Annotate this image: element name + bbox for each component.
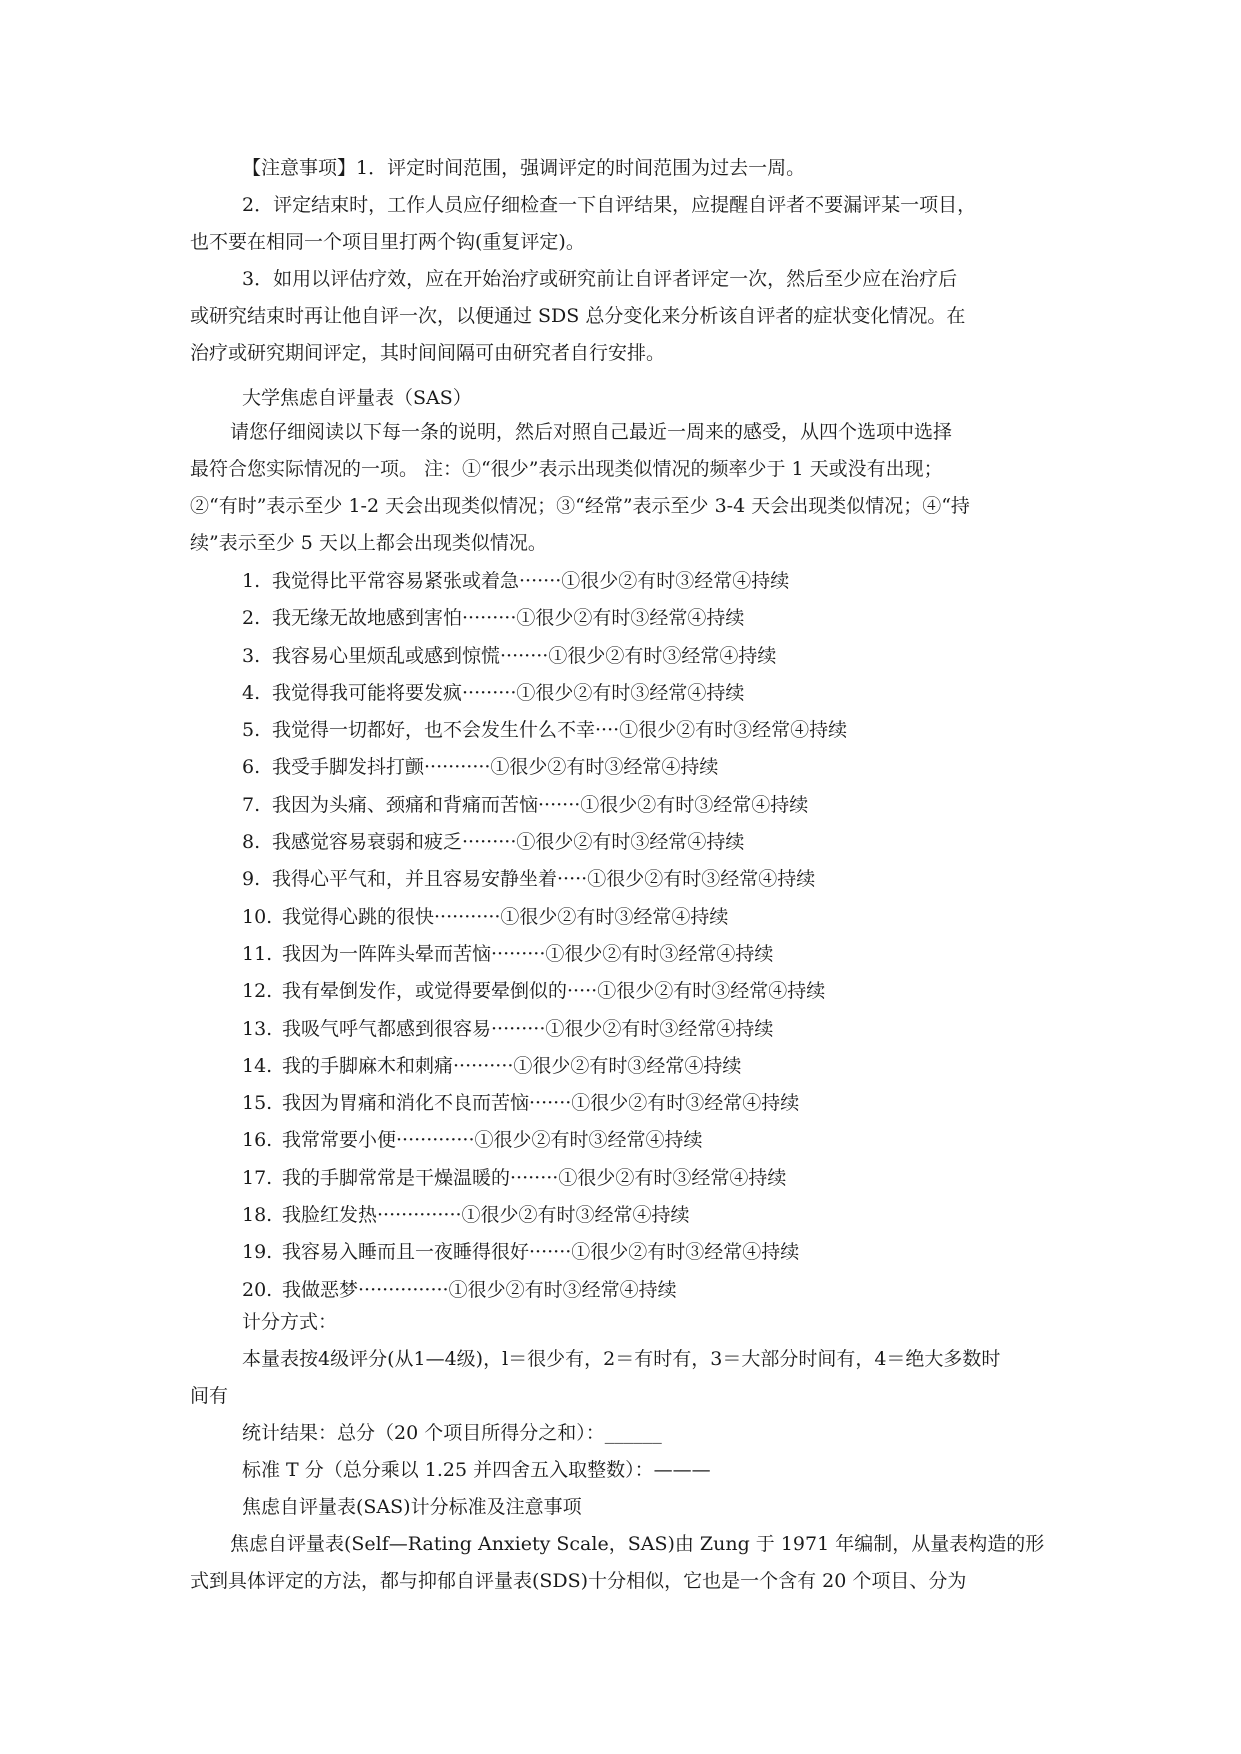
list-item bbox=[190, 1122, 1070, 1159]
item-number: 10. bbox=[242, 905, 273, 928]
sas-title: 大学焦虑自评量表（SAS） bbox=[242, 387, 472, 409]
item-number: 13. bbox=[242, 1017, 273, 1040]
list-item bbox=[190, 1160, 1070, 1197]
list-item bbox=[190, 1011, 1070, 1048]
item-number: 18. bbox=[242, 1204, 273, 1227]
item-text: 我无缘无故地感到害怕·········①很少②有时③经常④持续 bbox=[272, 607, 745, 630]
item-number: 4. bbox=[242, 681, 261, 704]
list-item bbox=[190, 824, 1070, 861]
item-text: 我脸红发热··············①很少②有时③经常④持续 bbox=[282, 1204, 690, 1227]
item-text: 我因为头痛、颈痛和背痛而苦恼·······①很少②有时③经常④持续 bbox=[272, 793, 809, 816]
item-text: 我的手脚麻木和刺痛··········①很少②有时③经常④持续 bbox=[282, 1054, 742, 1077]
item-number: 20. bbox=[242, 1278, 273, 1301]
list-item bbox=[190, 712, 1070, 749]
list-item bbox=[190, 1234, 1070, 1271]
standard-title: 焦虑自评量表(SAS)计分标准及注意事项 bbox=[242, 1496, 582, 1518]
item-number: 1. bbox=[242, 570, 261, 592]
total-score-line: 统计结果：总分（20 个项目所得分之和）：______ bbox=[242, 1422, 662, 1444]
item-number: 9. bbox=[242, 868, 261, 891]
item-text: 我有晕倒发作，或觉得要晕倒似的·····①很少②有时③经常④持续 bbox=[282, 980, 826, 1003]
list-item bbox=[190, 973, 1070, 1010]
notes-section bbox=[190, 150, 1070, 372]
list-item bbox=[190, 787, 1070, 824]
item-text: 我受手脚发抖打颤···········①很少②有时③经常④持续 bbox=[272, 756, 719, 779]
item-text: 我常常要小便·············①很少②有时③经常④持续 bbox=[282, 1129, 703, 1152]
item-text: 我的手脚常常是干燥温暖的········①很少②有时③经常④持续 bbox=[282, 1166, 787, 1189]
item-text: 我觉得我可能将要发疯·········①很少②有时③经常④持续 bbox=[272, 681, 745, 704]
list-item bbox=[190, 899, 1070, 936]
item-text: 我得心平气和，并且容易安静坐着·····①很少②有时③经常④持续 bbox=[272, 868, 816, 891]
list-item bbox=[190, 936, 1070, 973]
item-number: 6. bbox=[242, 756, 261, 779]
instructions-line: ②“有时”表示至少 1-2 天会出现类似情况；③“经常”表示至少 3-4 天会出现类似情况；④“持 bbox=[190, 495, 970, 517]
list-item bbox=[190, 1197, 1070, 1234]
item-text: 我感觉容易衰弱和疲乏·········①很少②有时③经常④持续 bbox=[272, 831, 745, 854]
item-text: 我容易心里烦乱或感到惊慌········①很少②有时③经常④持续 bbox=[272, 644, 777, 667]
notes-line: 【注意事项】1．评定时间范围，强调评定的时间范围为过去一周。 bbox=[242, 157, 806, 179]
item-number: 8. bbox=[242, 831, 261, 854]
item-text: 我因为胃痛和消化不良而苦恼·······①很少②有时③经常④持续 bbox=[282, 1092, 800, 1115]
instructions-line: 最符合您实际情况的一项。 注：①“很少”表示出现类似情况的频率少于 1 天或没有出现； bbox=[190, 458, 943, 480]
item-number: 5. bbox=[242, 719, 261, 742]
description-line: 焦虑自评量表(Self—Rating Anxiety Scale，SAS)由 Zung 于 1971 年编制，从量表构造的形 bbox=[230, 1533, 1045, 1555]
item-number: 19. bbox=[242, 1241, 273, 1264]
notes-line: 2．评定结束时，工作人员应仔细检查一下自评结果，应提醒自评者不要漏评某一项目， bbox=[242, 194, 977, 216]
scoring-heading: 计分方式： bbox=[242, 1311, 338, 1333]
notes-line: 治疗或研究期间评定，其时间间隔可由研究者自行安排。 bbox=[190, 342, 666, 364]
item-text: 我因为一阵阵头晕而苦恼·········①很少②有时③经常④持续 bbox=[282, 942, 774, 965]
notes-line: 也不要在相同一个项目里打两个钩(重复评定)。 bbox=[190, 231, 585, 253]
notes-line: 3．如用以评估疗效，应在开始治疗或研究前让自评者评定一次，然后至少应在治疗后 bbox=[242, 268, 958, 290]
instructions-section bbox=[190, 414, 1070, 562]
item-number: 2. bbox=[242, 607, 261, 630]
item-text: 我容易入睡而且一夜睡得很好·······①很少②有时③经常④持续 bbox=[282, 1241, 800, 1264]
scoring-rule: 本量表按4级评分(从1—4级)，l＝很少有，2＝有时有，3＝大部分时间有，4＝绝大多数时 bbox=[242, 1348, 1001, 1370]
item-text: 我觉得比平常容易紧张或着急·······①很少②有时③经常④持续 bbox=[272, 570, 790, 592]
item-number: 16. bbox=[242, 1129, 273, 1152]
item-list bbox=[190, 563, 1070, 1309]
list-item bbox=[190, 1085, 1070, 1122]
item-number: 3. bbox=[242, 644, 261, 667]
item-text: 我做恶梦···············①很少②有时③经常④持续 bbox=[282, 1278, 677, 1301]
item-number: 11. bbox=[242, 942, 273, 965]
instructions-line: 请您仔细阅读以下每一条的说明，然后对照自己最近一周来的感受，从四个选项中选择 bbox=[230, 421, 953, 443]
item-number: 15. bbox=[242, 1092, 273, 1115]
description-line: 式到具体评定的方法，都与抑郁自评量表(SDS)十分相似，它也是一个含有 20 个项目、分为 bbox=[190, 1570, 967, 1592]
t-score-line: 标准 T 分（总分乘以 1.25 并四舍五入取整数）：——— bbox=[242, 1459, 711, 1481]
list-item bbox=[190, 861, 1070, 898]
scoring-section bbox=[190, 1304, 1070, 1600]
list-item bbox=[190, 1048, 1070, 1085]
list-item bbox=[190, 600, 1070, 637]
list-item bbox=[190, 638, 1070, 675]
scoring-rule: 间有 bbox=[190, 1385, 229, 1407]
item-number: 17. bbox=[242, 1166, 273, 1189]
list-item bbox=[190, 675, 1070, 712]
item-text: 我吸气呼气都感到很容易·········①很少②有时③经常④持续 bbox=[282, 1017, 774, 1040]
item-number: 14. bbox=[242, 1054, 273, 1077]
list-item bbox=[190, 749, 1070, 786]
instructions-line: 续”表示至少 5 天以上都会出现类似情况。 bbox=[190, 532, 547, 554]
item-number: 7. bbox=[242, 793, 261, 816]
item-number: 12. bbox=[242, 980, 273, 1003]
notes-line: 或研究结束时再让他自评一次，以便通过 SDS 总分变化来分析该自评者的症状变化情况。在 bbox=[190, 305, 966, 327]
list-item bbox=[190, 563, 1070, 600]
item-text: 我觉得一切都好，也不会发生什么不幸····①很少②有时③经常④持续 bbox=[272, 719, 848, 742]
item-text: 我觉得心跳的很快···········①很少②有时③经常④持续 bbox=[282, 905, 729, 928]
